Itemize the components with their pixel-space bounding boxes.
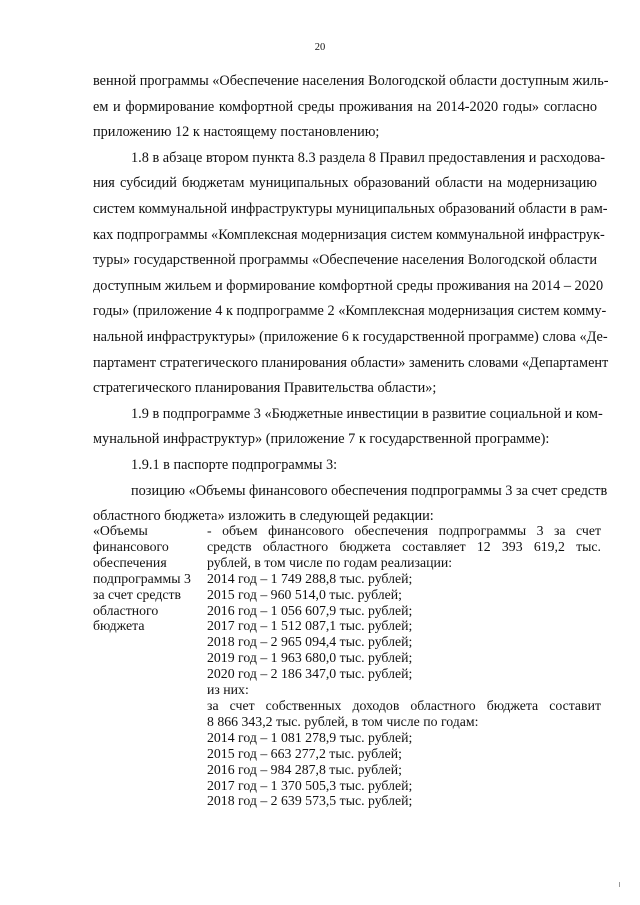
text-line: систем коммунальной инфраструктуры муниципальных образований области в рам-	[93, 200, 608, 217]
table-label-cell	[93, 523, 205, 634]
text-line: годы» (приложение 4 к подпрограмме 2 «Комплексная модернизация систем комму-	[93, 303, 607, 320]
text-line: 1.9 в подпрограмме 3 «Бюджетные инвестиции в развитие социальной и ком-	[131, 405, 603, 422]
table-value-line: за счет собственных доходов областного бюджета составит	[207, 697, 601, 713]
table-value-line: 2014 год – 1 749 288,8 тыс. рублей;	[207, 570, 413, 586]
paragraph	[93, 69, 609, 146]
text-line: 1.9.1 в паспорте подпрограммы 3:	[131, 456, 338, 473]
table-value-line: 2014 год – 1 081 278,9 тыс. рублей;	[207, 729, 413, 745]
text-line: мунальной инфраструктур» (приложение 7 к государственной программе):	[93, 431, 550, 448]
table-label-line: «Объемы	[93, 523, 148, 538]
text-line: ем и формирование комфортной среды проживания на 2014-2020 годы» согласно	[93, 98, 597, 115]
text-line: венной программы «Обеспечение населения Вологодской области доступным жиль-	[93, 73, 609, 89]
table-value-line: 2019 год – 1 963 680,0 тыс. рублей;	[207, 650, 413, 666]
table-label-line: подпрограммы 3	[93, 570, 191, 586]
table-value-line: 2016 год – 1 056 607,9 тыс. рублей;	[207, 602, 413, 618]
table-value-line: - объем финансового обеспечения подпрограммы 3 за счет	[207, 523, 601, 538]
table-value-line: средств областного бюджета составляет 12 393 619,2 тыс.	[207, 538, 601, 554]
table-value-line: рублей, в том числе по годам реализации:	[207, 554, 453, 570]
text-line: туры» государственной программы «Обеспечение населения Вологодской области	[93, 252, 597, 269]
paragraph	[93, 479, 608, 530]
table-value-line: 2016 год – 984 287,8 тыс. рублей;	[207, 761, 402, 777]
text-line: позицию «Объемы финансового обеспечения подпрограммы 3 за счет средств	[131, 482, 608, 499]
text-line: партамент стратегического планирования области» заменить словами «Департамент	[93, 354, 609, 371]
document-body	[93, 69, 609, 530]
text-line: 1.8 в абзаце втором пункта 8.3 раздела 8 Правил предоставления и расходова-	[131, 149, 606, 166]
text-line: областного бюджета» изложить в следующей редакции:	[93, 508, 434, 525]
table-value-line: 2018 год – 2 639 573,5 тыс. рублей;	[207, 793, 413, 809]
page-number: 20	[314, 42, 326, 53]
text-line: доступным жильем и формирование комфортной среды проживания на 2014 – 2020	[93, 277, 604, 294]
text-line: нальной инфраструктуры» (приложение 6 к государственной программе) слова «Де-	[93, 328, 608, 345]
table-value-line: 2020 год – 2 186 347,0 тыс. рублей;	[207, 666, 413, 682]
table-value-line: 8 866 343,2 тыс. рублей, в том числе по годам:	[207, 713, 479, 729]
table-value-line: 2018 год – 2 965 094,4 тыс. рублей;	[207, 634, 413, 650]
table-label-line: обеспечения	[93, 554, 167, 570]
table-label-line: бюджета	[93, 618, 145, 634]
paragraph	[93, 453, 597, 479]
margin-mark	[619, 882, 620, 887]
table-value-line: 2017 год – 1 512 087,1 тыс. рублей;	[207, 618, 413, 634]
text-line: ния субсидий бюджетам муниципальных образований области на модернизацию	[93, 175, 597, 192]
table-value-line: 2015 год – 960 514,0 тыс. рублей;	[207, 586, 402, 602]
table-value-line: из них:	[207, 682, 249, 698]
table-value-cell	[207, 523, 601, 809]
paragraph	[93, 146, 609, 402]
text-line: стратегического планирования Правительства области»;	[93, 380, 437, 397]
table-label-line: финансового	[93, 538, 169, 554]
table-value-line: 2017 год – 1 370 505,3 тыс. рублей;	[207, 777, 413, 793]
table-value-line: 2015 год – 663 277,2 тыс. рублей;	[207, 745, 402, 761]
table-label-line: областного	[93, 602, 159, 618]
text-line: приложению 12 к настоящему постановлению;	[93, 124, 380, 141]
paragraph	[93, 402, 603, 453]
text-line: ках подпрограммы «Комплексная модернизация систем коммунальной инфраструк-	[93, 226, 605, 243]
table-label-line: за счет средств	[93, 586, 182, 602]
